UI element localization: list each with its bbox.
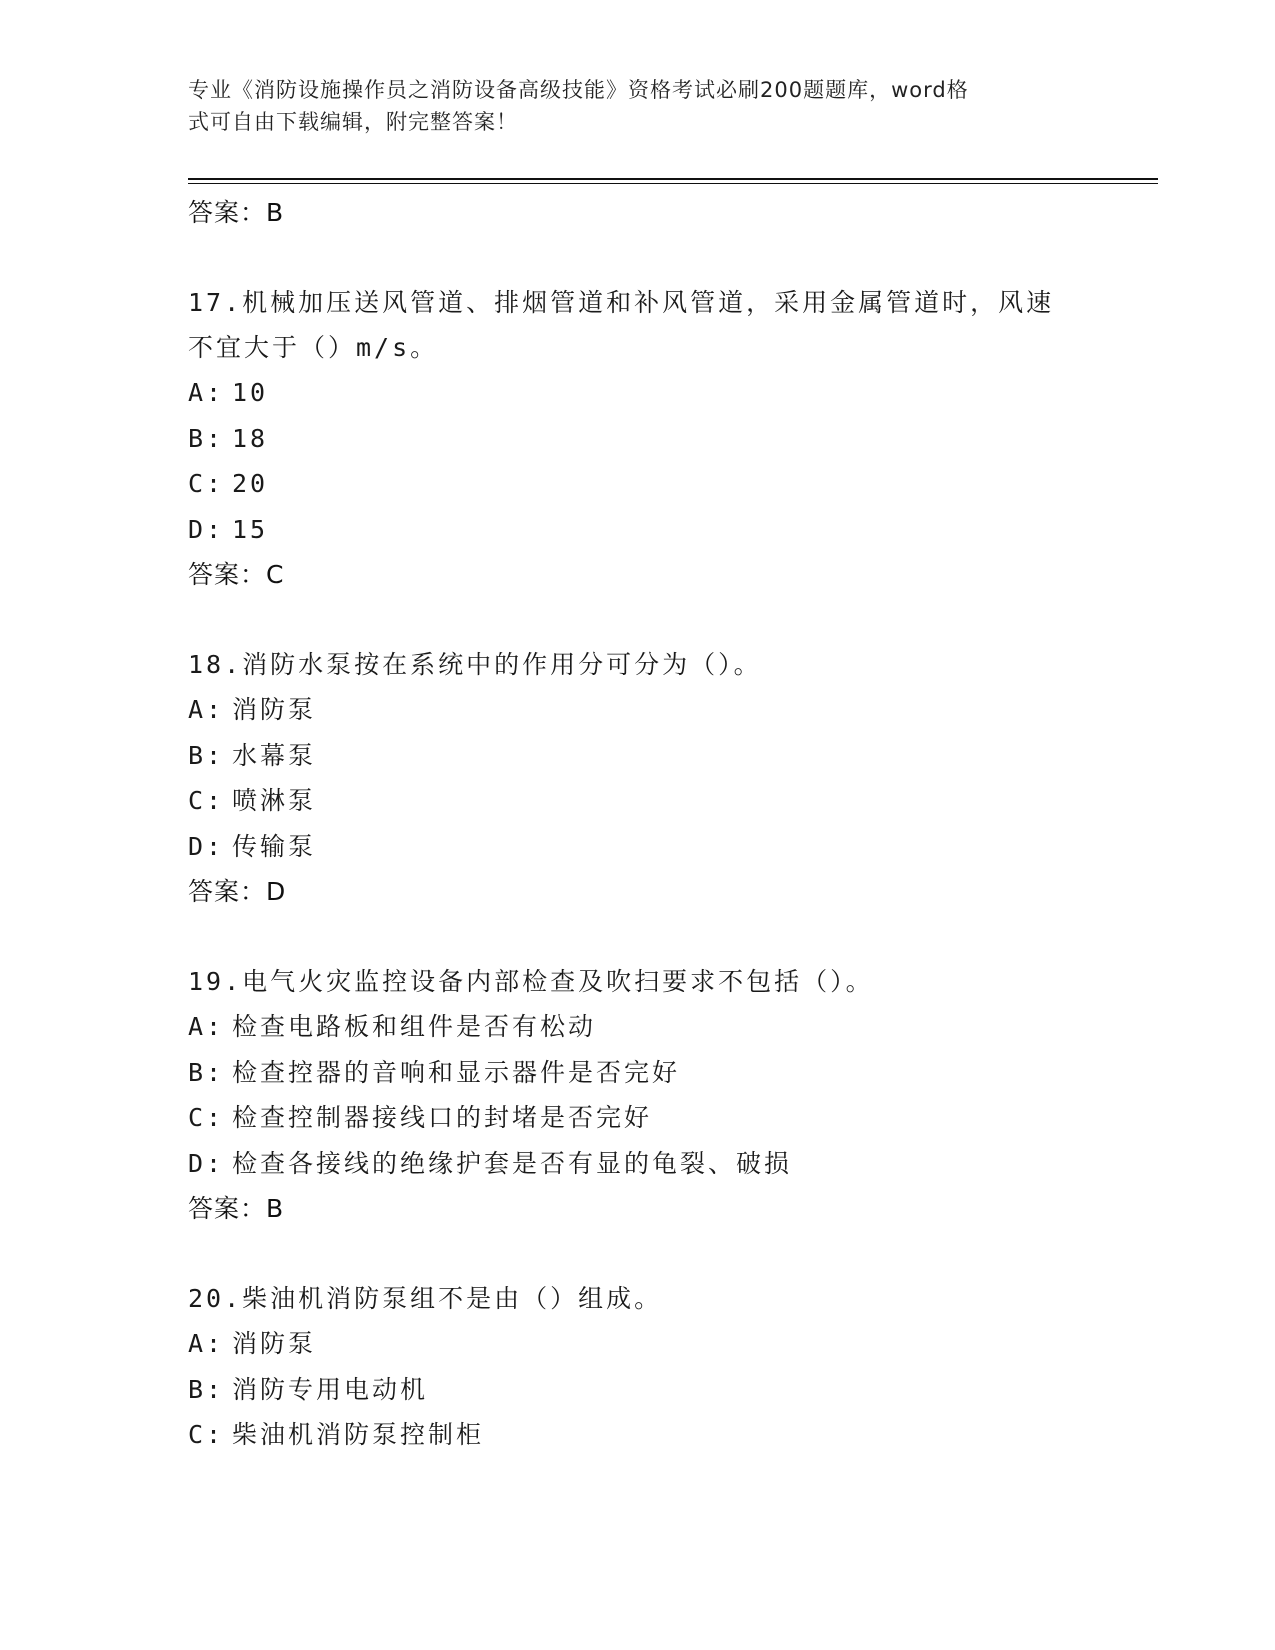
option-c [188,1095,1088,1141]
option-text: 消防泵 [232,1329,317,1358]
option-text: 检查控制器接线口的封堵是否完好 [232,1103,653,1132]
spacer [188,1232,1088,1276]
option-a [188,1004,1088,1050]
option-letter: D: [188,831,225,861]
header-line-1: 专业《消防设施操作员之消防设备高级技能》资格考试必刷200题题库，word格 [188,78,969,102]
option-d [188,1141,1088,1187]
header-line-2: 式可自由下载编辑，附完整答案！ [188,110,518,134]
page-header [188,74,1068,138]
option-a [188,1321,1088,1367]
option-letter: C: [188,1103,225,1132]
question-list [188,190,1088,1458]
option-text: 喷淋泵 [232,786,317,815]
option-c [188,1412,1088,1458]
option-text: 检查电路板和组件是否有松动 [232,1012,597,1041]
question-stem: 19.电气火灾监控设备内部检查及吹扫要求不包括（）。 [188,967,874,996]
option-text: 10 [232,378,269,407]
question-20 [188,1276,1088,1458]
header-divider-thick [188,178,1158,180]
option-b [188,1050,1088,1096]
option-d [188,507,1088,553]
option-b [188,733,1088,779]
question-stem-continued: 不宜大于（）m/s。 [188,333,439,362]
previous-answer: 答案：B [188,198,285,227]
option-letter: D: [188,1148,225,1178]
header-divider-thin [188,183,1158,184]
option-letter: C: [188,786,225,815]
option-text: 15 [232,514,269,544]
option-letter: B: [188,423,225,453]
option-text: 消防泵 [232,695,317,724]
answer-line: 答案：B [188,1194,285,1223]
option-d [188,824,1088,870]
question-stem: 18.消防水泵按在系统中的作用分可分为（）。 [188,650,762,679]
option-b [188,1367,1088,1413]
option-letter: A: [188,1329,225,1358]
option-text: 20 [232,469,269,498]
spacer [188,915,1088,959]
option-letter: D: [188,514,225,544]
option-letter: A: [188,1012,225,1041]
question-stem: 17.机械加压送风管道、排烟管道和补风管道，采用金属管道时，风速 [188,288,1055,317]
option-b [188,416,1088,462]
option-c [188,778,1088,824]
option-letter: B: [188,1374,225,1404]
option-a [188,370,1088,416]
option-c [188,461,1088,507]
option-text: 水幕泵 [232,740,317,770]
option-letter: A: [188,695,225,724]
spacer [188,598,1088,642]
option-text: 检查控器的音响和显示器件是否完好 [232,1057,681,1087]
question-18 [188,642,1088,915]
option-a [188,687,1088,733]
option-text: 检查各接线的绝缘护套是否有显的龟裂、破损 [232,1148,793,1178]
option-letter: C: [188,469,225,498]
option-letter: B: [188,1057,225,1087]
question-17 [188,280,1088,598]
option-text: 柴油机消防泵控制柜 [232,1420,485,1449]
option-letter: A: [188,378,225,407]
option-text: 消防专用电动机 [232,1374,429,1404]
answer-line: 答案：D [188,877,287,906]
answer-line: 答案：C [188,560,285,589]
spacer [188,236,1088,280]
question-19 [188,959,1088,1232]
option-letter: B: [188,740,225,770]
option-text: 18 [232,423,269,453]
option-text: 传输泵 [232,831,317,861]
option-letter: C: [188,1420,225,1449]
question-stem: 20.柴油机消防泵组不是由（）组成。 [188,1284,663,1313]
